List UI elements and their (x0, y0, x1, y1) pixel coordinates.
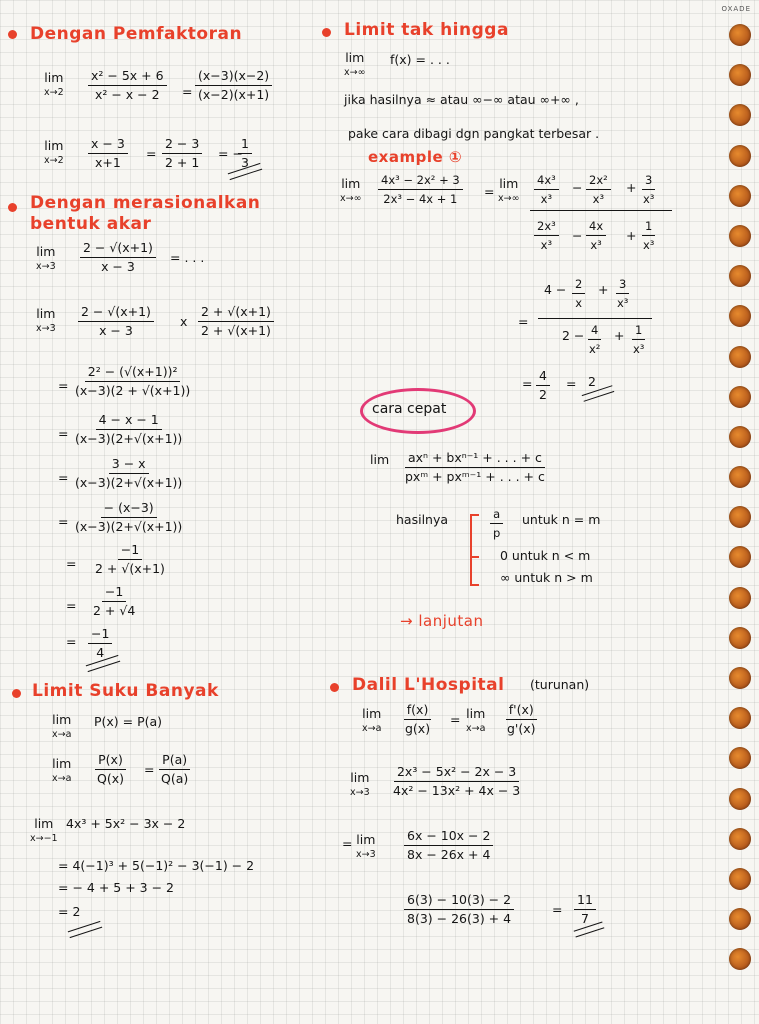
binder-hole (729, 426, 751, 448)
denominator: x − 3 (101, 259, 135, 274)
bullet-icon (322, 28, 331, 37)
lim-text: lim (362, 706, 382, 721)
numerator: 6(3) − 10(3) − 2 (404, 892, 514, 910)
numerator: 4x³ (534, 172, 559, 190)
heading-note: (turunan) (530, 677, 590, 692)
fraction (534, 218, 559, 253)
denominator: x³ (643, 192, 655, 206)
answer-underline (582, 385, 615, 402)
lim-sub: x→2 (44, 155, 64, 166)
numerator: 2² − (√(x+1))² (85, 364, 181, 382)
bracket-tick (470, 556, 479, 558)
fraction (536, 368, 550, 403)
fraction (404, 828, 493, 863)
bracket (470, 514, 472, 586)
binder-hole (729, 506, 751, 528)
equals: = (484, 184, 495, 199)
denominator: 2 + 1 (165, 155, 200, 170)
lim-sub: x→3 (350, 787, 370, 798)
cara-cepat-label: cara cepat (372, 401, 447, 417)
binder-hole (729, 707, 751, 729)
fraction (88, 68, 167, 103)
equals: = (144, 762, 155, 777)
numerator: 2 − √(x+1) (78, 304, 154, 322)
lim-sub: x→a (362, 723, 382, 734)
fraction (640, 218, 657, 253)
binder-hole (729, 466, 751, 488)
lim-text: lim (52, 712, 72, 727)
operator: − (572, 180, 583, 195)
denominator: x³ (643, 238, 655, 252)
fraction (490, 506, 503, 541)
fraction (162, 136, 202, 171)
step-line: = 4(−1)³ + 5(−1)² − 3(−1) − 2 (58, 858, 255, 873)
operator: + (598, 282, 609, 297)
equals: = (58, 426, 69, 441)
equals: = (518, 314, 529, 329)
bullet-icon (8, 203, 17, 212)
fx-expression: f(x) = . . . (390, 52, 450, 67)
denominator: 4x² − 13x² + 4x − 3 (393, 783, 521, 798)
numerator: P(x) (95, 752, 126, 770)
denominator: (x−3)(2 + √(x+1)) (75, 383, 191, 398)
denominator: x (575, 296, 583, 310)
equals: = (342, 836, 353, 851)
denominator: x³ (540, 192, 553, 206)
fraction (572, 276, 585, 311)
lim-operator (344, 50, 366, 80)
numerator: 4 (536, 368, 550, 386)
bullet-icon (330, 683, 339, 692)
fraction (586, 218, 606, 253)
hasilnya-label: hasilnya (396, 512, 449, 527)
numerator: −1 (88, 626, 112, 644)
denominator: x³ (540, 238, 553, 252)
denominator: (x−3)(2+√(x+1)) (75, 519, 183, 534)
binder-hole (729, 305, 751, 327)
numerator: f(x) (404, 702, 432, 720)
numerator: 4 − x − 1 (96, 412, 162, 430)
step-line: = 2 (58, 904, 81, 919)
binder-hole (729, 948, 751, 970)
numerator: 11 (574, 892, 596, 910)
brand-label: OXADE (721, 5, 751, 13)
denominator: 2 + √(x+1) (95, 561, 165, 576)
denominator: 2 (539, 387, 547, 402)
fraction (78, 304, 154, 339)
lim-text: lim (356, 832, 376, 847)
times: x (180, 314, 188, 329)
numerator: 3 (616, 276, 629, 294)
dots: = . . . (170, 250, 205, 265)
lim-text: lim (36, 244, 56, 259)
denominator: 8(3) − 26(3) + 4 (407, 911, 512, 926)
binder-hole (729, 346, 751, 368)
binder-hole (729, 868, 751, 890)
numerator: 2 (572, 276, 585, 294)
binder-hole (729, 828, 751, 850)
binder-hole (729, 627, 751, 649)
lim-text: lim (44, 70, 64, 85)
binder-hole (729, 104, 751, 126)
binder-hole (729, 908, 751, 930)
denominator: 4 (96, 645, 105, 660)
denominator: x³ (617, 296, 629, 310)
fraction (158, 752, 191, 787)
lim-text: lim (34, 816, 54, 831)
binder-hole (729, 225, 751, 247)
equals: = (66, 556, 77, 571)
numerator: 2 + √(x+1) (198, 304, 274, 322)
step-term: 4 − (544, 282, 567, 297)
lim-text: lim (44, 138, 64, 153)
denominator: x − 3 (99, 323, 133, 338)
heading-pemfaktoran: Dengan Pemfaktoran (30, 24, 243, 44)
step-fraction (72, 456, 185, 491)
equals: = (58, 470, 69, 485)
numerator: (x−3)(x−2) (195, 68, 272, 86)
numerator: 3 − x (109, 456, 149, 474)
numerator: 2x³ (534, 218, 559, 236)
lim-text: lim (345, 50, 365, 65)
numerator: 4x³ − 2x² + 3 (378, 172, 463, 190)
equals: = (450, 712, 461, 727)
numerator: 2 − 3 (162, 136, 202, 154)
bracket-tick (470, 514, 479, 516)
denominator: 3 (241, 155, 249, 170)
fraction (404, 892, 514, 927)
lim-text: lim (52, 756, 72, 771)
main-fraction-bar (530, 210, 672, 211)
result: 2 (588, 374, 596, 389)
denominator: 2x³ − 4x + 1 (383, 192, 458, 206)
binder-hole (729, 747, 751, 769)
fraction (586, 172, 611, 207)
equals: = (552, 902, 563, 917)
operator: + (626, 228, 637, 243)
lim-sub: x→2 (44, 87, 64, 98)
step-term: 2 − (562, 328, 585, 343)
equals: = (66, 598, 77, 613)
step-fraction (90, 584, 138, 619)
denominator: 8x − 26x + 4 (407, 847, 491, 862)
numerator: 4x (586, 218, 606, 236)
equals: = (146, 146, 157, 161)
note-line: jika hasilnya ≈ atau ∞−∞ atau ∞+∞ , (344, 92, 579, 107)
fraction (504, 702, 539, 737)
binder-hole (729, 64, 751, 86)
binder-holes (729, 24, 751, 989)
binder-hole (729, 587, 751, 609)
lim-operator (44, 138, 64, 168)
rule-text: untuk n = m (522, 512, 601, 527)
equals: = (566, 376, 577, 391)
lanjutan-link: → lanjutan (400, 612, 484, 630)
result-fraction (88, 626, 112, 661)
result-prefix: = − (218, 146, 243, 161)
lim-text: lim (499, 176, 519, 191)
fraction (94, 752, 127, 787)
lim-operator (350, 770, 370, 800)
numerator: −1 (102, 584, 126, 602)
heading-suku-banyak: Limit Suku Banyak (32, 681, 219, 701)
equals: = (182, 84, 193, 99)
numerator: axⁿ + bxⁿ⁻¹ + . . . + c (405, 450, 545, 468)
lim-sub: x→a (52, 729, 72, 740)
denominator: x³ (590, 238, 602, 252)
equals: = (522, 376, 533, 391)
numerator: 4 (588, 322, 601, 340)
fraction (390, 764, 523, 799)
numerator: 2x² (586, 172, 611, 190)
lim-sub: x→3 (36, 261, 56, 272)
fraction (586, 322, 603, 357)
fraction (88, 136, 128, 171)
numerator: 6x − 10x − 2 (404, 828, 493, 846)
fraction (402, 450, 548, 485)
lim-sub: x→3 (36, 323, 56, 334)
lim-operator (466, 706, 485, 736)
lim-operator (340, 176, 362, 206)
step-fraction (92, 542, 168, 577)
lim-operator (356, 832, 376, 862)
step-fraction (72, 364, 193, 399)
numerator: 1 (642, 218, 655, 236)
denominator: (x−3)(2+√(x+1)) (75, 431, 183, 446)
answer-underline (68, 921, 102, 938)
fraction (402, 702, 433, 737)
heading-merasionalkan-1: Dengan merasionalkan (30, 193, 261, 213)
fraction (195, 68, 272, 103)
lim-sub: x→3 (356, 849, 376, 860)
lim-operator (362, 706, 381, 736)
lim-sub: x→∞ (498, 193, 520, 204)
step-fraction (72, 500, 185, 535)
numerator: − (x−3) (101, 500, 157, 518)
result-fraction (574, 892, 596, 927)
lim-text: lim (350, 770, 370, 785)
denominator: (x−3)(2+√(x+1)) (75, 475, 183, 490)
lim-operator (36, 244, 56, 274)
lim-sub: x→a (52, 773, 72, 784)
step-fraction (72, 412, 185, 447)
denominator: p (493, 526, 501, 540)
fraction (198, 304, 274, 339)
numerator: f'(x) (506, 702, 537, 720)
bracket-tick (470, 584, 479, 586)
denominator: x² (589, 342, 601, 356)
fraction (630, 322, 647, 357)
fraction (614, 276, 631, 311)
lim-sub: x→−1 (30, 833, 58, 844)
denominator: g(x) (405, 721, 431, 736)
fraction (640, 172, 657, 207)
lim-text: lim (466, 706, 486, 721)
equals: = (66, 634, 77, 649)
step-line: = − 4 + 5 + 3 − 2 (58, 880, 174, 895)
lim-operator (44, 70, 64, 100)
numerator: 2x³ − 5x² − 2x − 3 (394, 764, 519, 782)
polynomial: 4x³ + 5x² − 3x − 2 (66, 816, 186, 831)
numerator: 2 − √(x+1) (80, 240, 156, 258)
binder-hole (729, 145, 751, 167)
lim-text: lim (36, 306, 56, 321)
fraction (534, 172, 559, 207)
heading-limit-tak-hingga: Limit tak hingga (344, 20, 509, 40)
denominator: x² − x − 2 (94, 87, 160, 102)
example-label: example ① (368, 148, 463, 166)
lim-sub: x→∞ (344, 67, 366, 78)
operator: + (626, 180, 637, 195)
numerator: a (490, 506, 503, 524)
lim-sub: x→a (466, 723, 486, 734)
lim-text: lim (341, 176, 361, 191)
binder-hole (729, 265, 751, 287)
numerator: x − 3 (88, 136, 128, 154)
binder-hole (729, 24, 751, 46)
denominator: Q(x) (97, 771, 124, 786)
limit-rule: P(x) = P(a) (94, 714, 163, 729)
fraction (80, 240, 156, 275)
main-fraction-bar (538, 318, 652, 319)
binder-hole (729, 546, 751, 568)
denominator: Q(a) (161, 771, 189, 786)
denominator: pxᵐ + pxᵐ⁻¹ + . . . + c (405, 469, 545, 484)
equals: = (58, 378, 69, 393)
denominator: 2 + √(x+1) (201, 323, 271, 338)
numerator: P(a) (159, 752, 190, 770)
binder-hole (729, 667, 751, 689)
binder-hole (729, 185, 751, 207)
denominator: (x−2)(x+1) (198, 87, 270, 102)
lim-operator (52, 756, 71, 786)
numerator: 1 (632, 322, 645, 340)
lim-sub: x→∞ (340, 193, 362, 204)
lim-operator (52, 712, 71, 742)
denominator: 2 + √4 (93, 603, 136, 618)
numerator: 1 (238, 136, 252, 154)
denominator: x³ (592, 192, 605, 206)
bullet-icon (8, 30, 17, 39)
denominator: 7 (580, 911, 589, 926)
numerator: x² − 5x + 6 (88, 68, 167, 86)
heading-lhospital: Dalil L'Hospital (352, 675, 505, 695)
rule-text: 0 untuk n < m (500, 548, 591, 563)
rule-text: ∞ untuk n > m (500, 570, 593, 585)
lim-operator (36, 306, 56, 336)
lim-operator (498, 176, 520, 206)
lim-operator (30, 816, 58, 846)
numerator: −1 (118, 542, 142, 560)
denominator: x+1 (94, 155, 121, 170)
fraction (378, 172, 463, 207)
binder-hole (729, 788, 751, 810)
binder-hole (729, 386, 751, 408)
operator: + (614, 328, 625, 343)
operator: − (572, 228, 583, 243)
equals: = (58, 514, 69, 529)
denominator: x³ (633, 342, 645, 356)
lim-text: lim (370, 452, 390, 467)
bullet-icon (12, 689, 21, 698)
denominator: g'(x) (507, 721, 536, 736)
lim-operator (370, 452, 389, 467)
note-line: pake cara dibagi dgn pangkat terbesar . (348, 126, 600, 141)
numerator: 3 (642, 172, 655, 190)
heading-merasionalkan-2: bentuk akar (30, 214, 152, 234)
